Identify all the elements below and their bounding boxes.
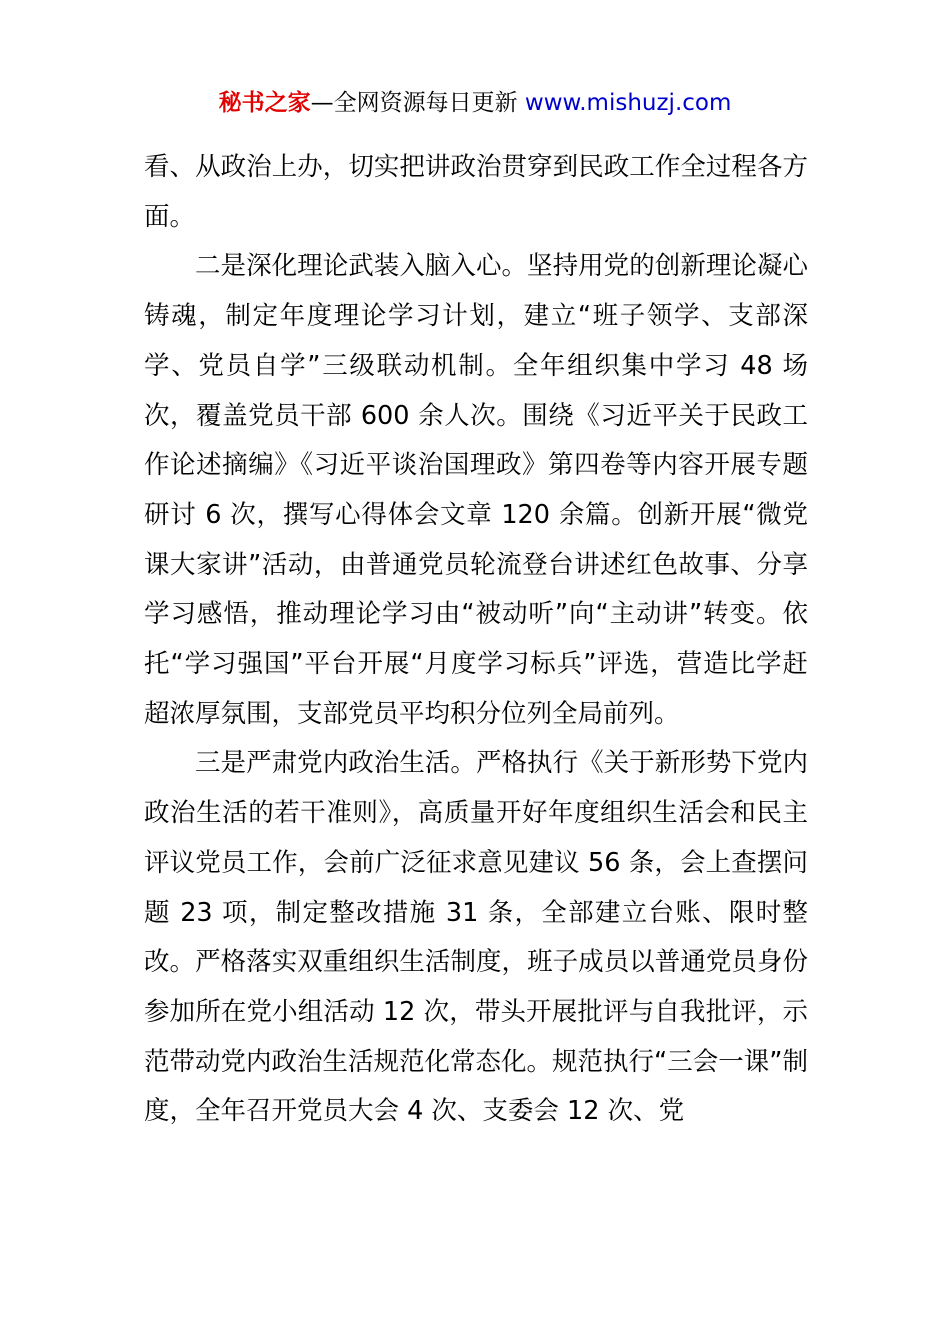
paragraph-theory-study: 二是深化理论武装入脑入心。坚持用党的创新理论凝心铸魂，制定年度理论学习计划，建立“班子领学、支部深学、党员自学”三级联动机制。全年组织集中学习 48 场次，覆盖党员干部 600 余人次。围绕《习近平关于民政工作论述摘编》《习近平谈治国理政》第四卷等内容开展专题研讨 6 次，撰写心得体会文章 120 余篇。创新开展“微党课大家讲”活动，由普通党员轮流登台讲述红色故事、分享学习感悟，推动理论学习由“被动听”向“主动讲”转变。依托“学习强国”平台开展“月度学习标兵”评选，营造比学赶超浓厚氛围，支部党员平均积分位列全局前列。 <box>144 251 808 729</box>
site-header <box>0 86 950 120</box>
paragraph-continuation: 看、从政治上办，切实把讲政治贯穿到民政工作全过程各方面。 <box>144 152 808 232</box>
site-brand: 秘书之家 <box>218 90 311 116</box>
site-tagline: —全网资源每日更新 <box>310 90 525 116</box>
site-url-link[interactable]: www.mishuzj.com <box>524 90 732 116</box>
document-body <box>144 143 808 1137</box>
paragraph-political-life: 三是严肃党内政治生活。严格执行《关于新形势下党内政治生活的若干准则》，高质量开好年度组织生活会和民主评议党员工作，会前广泛征求意见建议 56 条，会上查摆问题 23 项，制定整改措施 31 条，全部建立台账、限时整改。严格落实双重组织生活制度，班子成员以普通党员身份参加所在党小组活动 12 次，带头开展批评与自我批评，示范带动党内政治生活规范化常态化。规范执行“三会一课”制度，全年召开党员大会 4 次、支委会 12 次、党 <box>144 748 808 1127</box>
